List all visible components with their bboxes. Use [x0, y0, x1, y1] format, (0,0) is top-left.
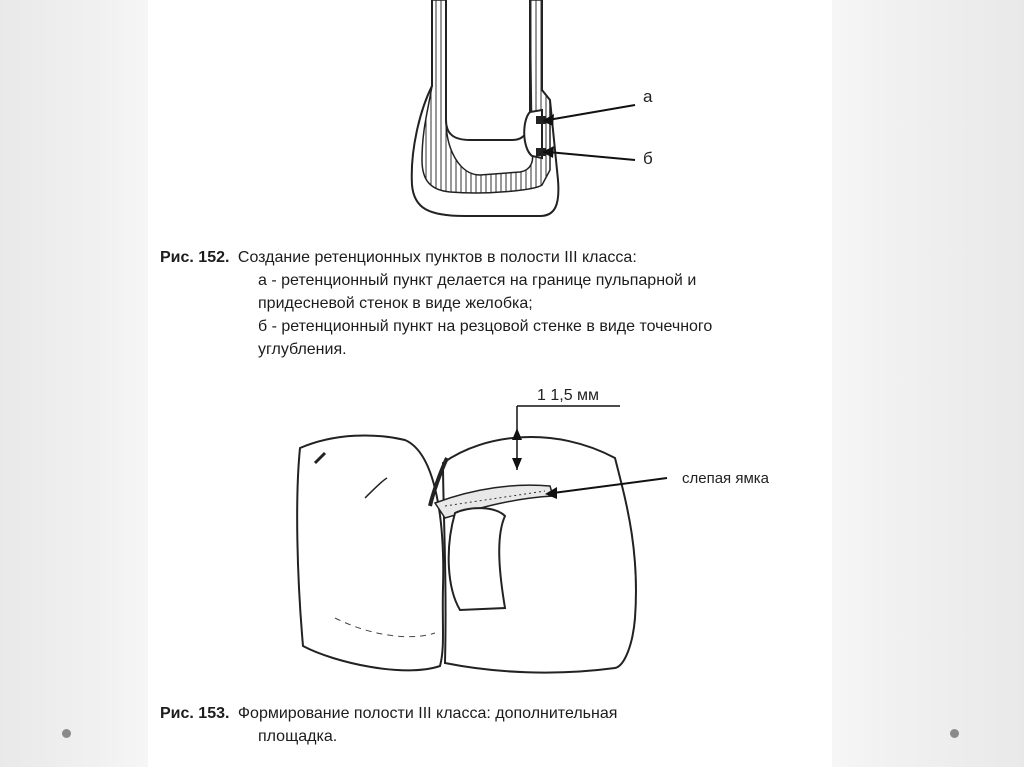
figure-153-incisors: [295, 378, 815, 683]
caption-153-line-1: Формирование полости III класса: дополнительная: [237, 705, 618, 722]
label-b: б: [643, 149, 653, 168]
dimension-label: 1 1,5 мм: [537, 387, 600, 404]
caption-152-line-3: придесневой стенок в виде желобка;: [258, 295, 533, 312]
caption-152: [160, 246, 820, 361]
label-a: а: [643, 87, 653, 106]
caption-152-line-4: б - ретенционный пункт на резцовой стенке в виде точечного: [258, 318, 713, 335]
caption-152-line-1: Создание ретенционных пунктов в полости III класса:: [237, 249, 637, 266]
caption-152-line-5: углубления.: [258, 341, 347, 358]
caption-153-line-2: площадка.: [258, 728, 338, 745]
caption-153: [160, 702, 820, 748]
prev-slide-dot-icon[interactable]: [62, 729, 71, 738]
caption-153-number: Рис. 153.: [160, 705, 230, 722]
left-margin: [0, 0, 148, 767]
pit-label: слепая ямка: [682, 470, 770, 487]
figure-152-tooth-section: [250, 0, 690, 225]
right-margin: [832, 0, 1024, 767]
next-slide-dot-icon[interactable]: [950, 729, 959, 738]
caption-152-line-2: а - ретенционный пункт делается на границе пульпарной и: [258, 272, 697, 289]
caption-152-number: Рис. 152.: [160, 249, 230, 266]
